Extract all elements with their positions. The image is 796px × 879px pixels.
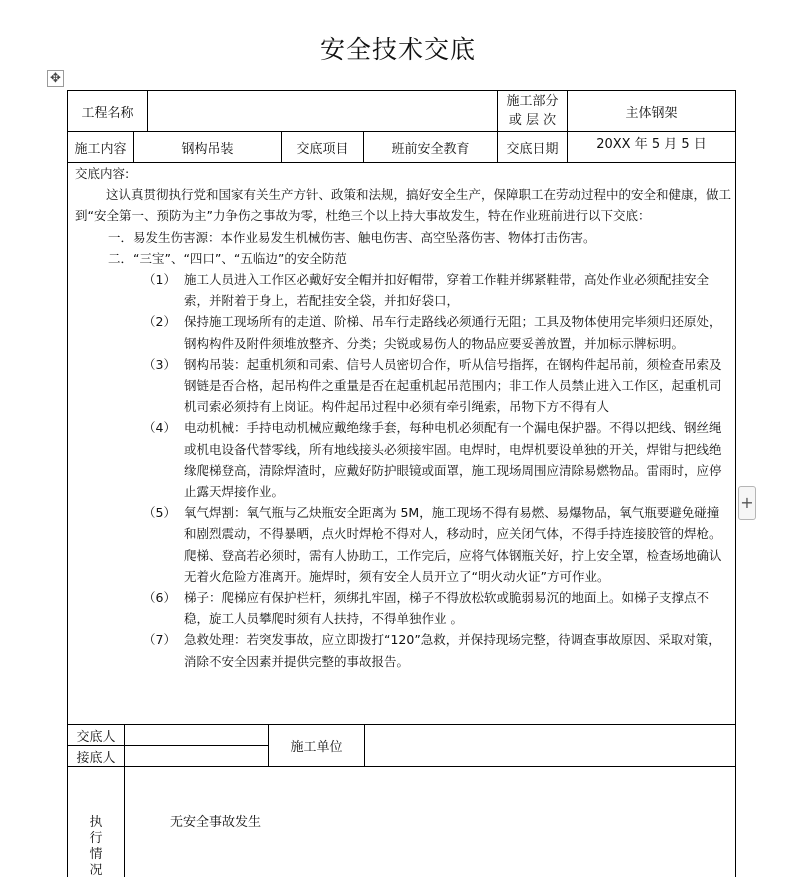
project-name-field[interactable] [148,91,497,131]
exec-label-char: 况 [89,863,103,878]
add-row-plus-icon[interactable]: + [738,486,756,520]
item-number: （7） [143,632,176,648]
list-item [75,354,731,418]
item-number: （1） [143,272,176,288]
construction-unit-field[interactable] [365,725,735,766]
item-text: 施工人员进入工作区必戴好安全帽并扣好帽带，穿着工作鞋并绑紧鞋带，高处作业必须配挂安全索，并附着于身上，若配挂安全袋，并扣好袋口， [184,272,710,309]
list-item [75,269,731,311]
receiver-label: 接底人 [76,750,116,766]
execution-status-label [68,815,124,879]
disclosure-date-label: 交底日期 [506,141,559,157]
exec-label-char: 行 [89,831,103,846]
construction-content-value[interactable]: 钢构吊装 [181,141,234,157]
item-number: （4） [143,420,176,436]
construction-part-label-line1: 施工部分 [506,94,559,109]
disclosure-content [75,163,731,672]
item-number: （2） [143,314,176,330]
construction-content-label: 施工内容 [74,141,127,157]
list-item [75,417,731,502]
item-number: （3） [143,356,176,372]
table-move-handle-icon[interactable]: ✥ [47,70,64,87]
disclosure-item-label: 交底项目 [296,141,349,157]
item-text: 钢构吊装：起重机须和司索、信号人员密切合作，听从信号指挥，在钢构件起吊前，须检查吊索及钢链是否合格，起吊构件之重量是否在起重机起吊范围内；非工作人员禁止进入工作区，起重机司机司索必须持有上岗证。构件起吊过程中必须有牵引绳索，吊物下方不得有人 [184,356,722,415]
item-text: 保持施工现场所有的走道、阶梯、吊车行走路线必须通行无阻；工具及物体使用完毕须归还原处，钢构构件及附件须堆放整齐、分类；尖锐或易伤人的物品应要妥善放置，并加标示牌标明。 [184,314,722,351]
item-text: 梯子：爬梯应有保护栏杆，须绑扎牢固，梯子不得放松软或脆弱易沉的地面上。如梯子支撑点不稳，旋工人员攀爬时须有人扶持，不得单独作业 。 [184,590,710,627]
receiver-field[interactable] [125,746,268,766]
content-intro: 这认真贯彻执行党和国家有关生产方针、政策和法规，搞好安全生产，保障职工在劳动过程中的安全和健康，做工到“安全第一、预防为主”力争伤之事故为零，杜绝三个以上持大事故发生，特在作业班前进行以下交底： [75,187,732,224]
project-name-label: 工程名称 [81,105,134,121]
section-hazard-sources: 一．易发生伤害源：本作业易发生机械伤害、触电伤害、高空坠落伤害、物体打击伤害。 [108,229,596,245]
list-item [75,311,731,353]
item-number: （5） [143,505,176,521]
section-protection: 二．“三宝”、“四口”、“五临边”的安全防范 [108,250,347,266]
document-title: 安全技术交底 [319,35,476,64]
exec-label-char: 情 [89,847,103,862]
row-divider [67,766,736,767]
execution-status-value[interactable]: 无安全事故发生 [170,815,262,830]
table-border-right [735,90,736,877]
list-item [75,587,731,629]
content-heading: 交底内容: [75,166,130,181]
construction-part-label-line2: 或 层 次 [508,113,557,128]
disclosure-item-value[interactable]: 班前安全教育 [391,141,470,157]
construction-part-label [498,91,567,131]
list-item [75,502,731,587]
exec-label-char: 执 [89,815,103,830]
item-text: 氧气焊割：氧气瓶与乙炔瓶安全距离为 5M，施工现场不得有易燃、易爆物品，氧气瓶要避免碰撞和剧烈震动，不得暴晒，点火时焊枪不得对人，移动时，应关闭气体，不得手持连接胶管的焊枪。爬梯、登高若必须时，需有人协助工，工作完后，应将气体钢瓶关好，拧上安全罩，检查场地确认无着火危险方准离开。施焊时，须有安全人员开立了“明火动火证”方可作业。 [184,505,722,584]
discloser-field[interactable] [125,725,268,745]
item-text: 电动机械：手持电动机械应戴绝缘手套，每种电机必须配有一个漏电保护器。不得以把线、钢丝绳或机电设备代替零线，所有地线接头必须接牢固。电焊时，电焊机要设单独的开关，焊钳与把线绝缘爬梯登高，清除焊渣时，应戴好防护眼镜或面罩，施工现场周围应清除易燃物品。雷雨时，应停止露天焊接作业。 [184,420,722,500]
discloser-label: 交底人 [76,729,116,745]
item-number: （6） [143,590,176,606]
list-item [75,629,731,671]
construction-unit-label: 施工单位 [290,740,343,755]
disclosure-date-value[interactable]: 20XX 年 5 月 5 日 [596,136,707,152]
item-text: 急救处理：若突发事故，应立即拨打“120”急救，并保持现场完整，待调查事故原因、采取对策，消除不安全因素并提供完整的事故报告。 [184,632,721,669]
construction-part-value[interactable]: 主体钢架 [625,105,678,121]
